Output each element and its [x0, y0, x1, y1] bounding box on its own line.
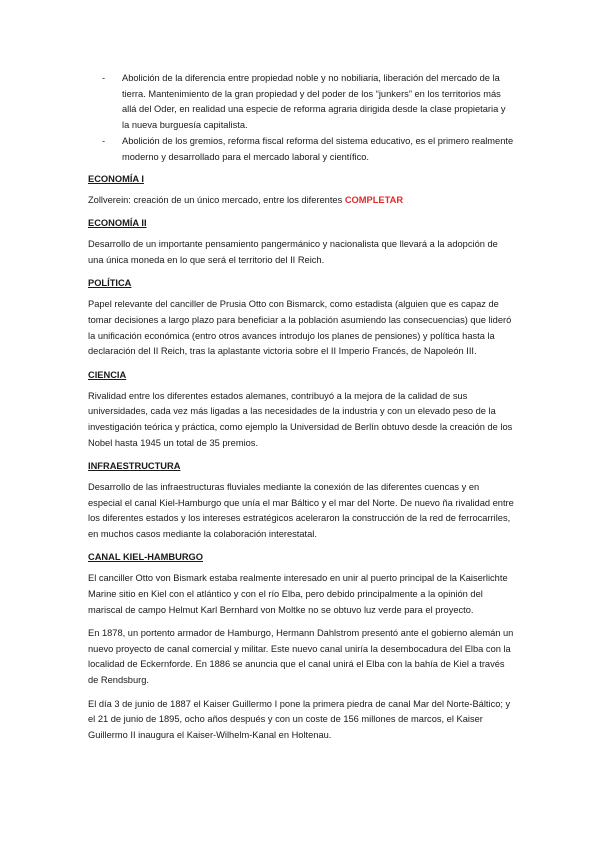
bullet-text: Abolición de la diferencia entre propiedad noble y no nobiliaria, liberación del mercado de la tierra. Mantenimiento de la gran propiedad y del poder de los “junkers” en los territorios más allá del Oder, en realidad una especie de reforma agraria dirigida desde la clase propietaria y la nueva burguesía capitalista.: [122, 73, 506, 130]
heading-ciencia: CIENCIA: [88, 369, 127, 380]
bullet-dash: -: [102, 136, 106, 147]
document-body: [88, 71, 514, 751]
paragraph-economia-2: Desarrollo de un importante pensamiento pangermánico y nacionalista que llevará a la adopción de una única moneda en lo que será el territorio del II Reich.: [88, 239, 498, 265]
completar-highlight: COMPLETAR: [344, 194, 404, 205]
paragraph-text: Zollverein: creación de un único mercado, entre los diferentes: [88, 194, 345, 205]
heading-canal-kiel-hamburgo: CANAL KIEL-HAMBURGO: [88, 552, 203, 563]
heading-economia-1: ECONOMÍA I: [88, 173, 144, 184]
paragraph-ciencia: Rivalidad entre los diferentes estados alemanes, contribuyó a la mejora de la calidad de sus universidades, cada vez más ligadas a las necesidades de la industria y con un elevado peso de la investigación teórica y práctica, como ejemplo la Universidad de Berlín obtuvo desde la creación de los Nobel hasta 1945 un total de 35 premios.: [88, 390, 513, 448]
paragraph-politica: Papel relevante del canciller de Prusia Otto con Bismarck, como estadista (alguien que es capaz de tomar decisiones a largo plazo para beneficiar a la población asumiendo las consecuencias) que lideró la unificación económica (entro otros avances introdujo los planes de pensiones) y política hasta la declaración del II Reich, tras la aplastante victoria sobre el II Imperio Francés, de Napoleón III.: [88, 299, 512, 357]
heading-infraestructura: INFRAESTRUCTURA: [88, 461, 181, 472]
paragraph-infraestructura: Desarrollo de las infraestructuras fluviales mediante la conexión de las diferentes cuencas y en especial el canal Kiel-Hamburgo que unía el mar Báltico y el mar del Norte. De nuevo ña rivalidad entre los diferentes estados y los intereses estratégicos aceleraron la construcción de la red de ferrocarriles, en muchos casos mediante la colaboración interestatal.: [88, 482, 514, 539]
paragraph-economia-1: [88, 193, 514, 209]
bullet-dash: -: [102, 73, 106, 83]
paragraph-canal-2: En 1878, un portento armador de Hamburgo, Hermann Dahlstrom presentó ante el gobierno alemán un nuevo proyecto de canal comercial y militar. Este nuevo canal uniría la desembocadura del Elba con la localidad de Eckernforde. En 1886 se anuncia que el canal unirá el Elba con la bahía de Kiel a través de Rendsburg.: [88, 628, 514, 686]
heading-politica: POLÍTICA: [88, 278, 132, 289]
list-item: [88, 134, 514, 165]
bullet-list: [88, 71, 514, 166]
paragraph-canal-1: El canciller Otto von Bismark estaba realmente interesado en unir al puerto principal de la Kaiserlichte Marine sitio en Kiel con el atlántico y con el río Elba, pero debido principalmente a la opinión del mariscal de campo Helmut Karl Bernhard von Moltke no se obtuvo luz verde para el proyecto.: [88, 573, 508, 615]
list-item: [88, 71, 514, 133]
bullet-text: Abolición de los gremios, reforma fiscal reforma del sistema educativo, es el primero realmente moderno y desarrollado para el mercado laboral y científico.: [122, 136, 514, 162]
paragraph-canal-3: El día 3 de junio de 1887 el Kaiser Guillermo I pone la primera piedra de canal Mar del Norte-Báltico; y el 21 de junio de 1895, ocho años después y con un coste de 156 millones de marcos, el Kaiser Guillermo II inaugura el Kaiser-Wilhelm-Kanal en Holtenau.: [88, 698, 511, 740]
heading-economia-2: ECONOMÍA II: [88, 218, 147, 229]
